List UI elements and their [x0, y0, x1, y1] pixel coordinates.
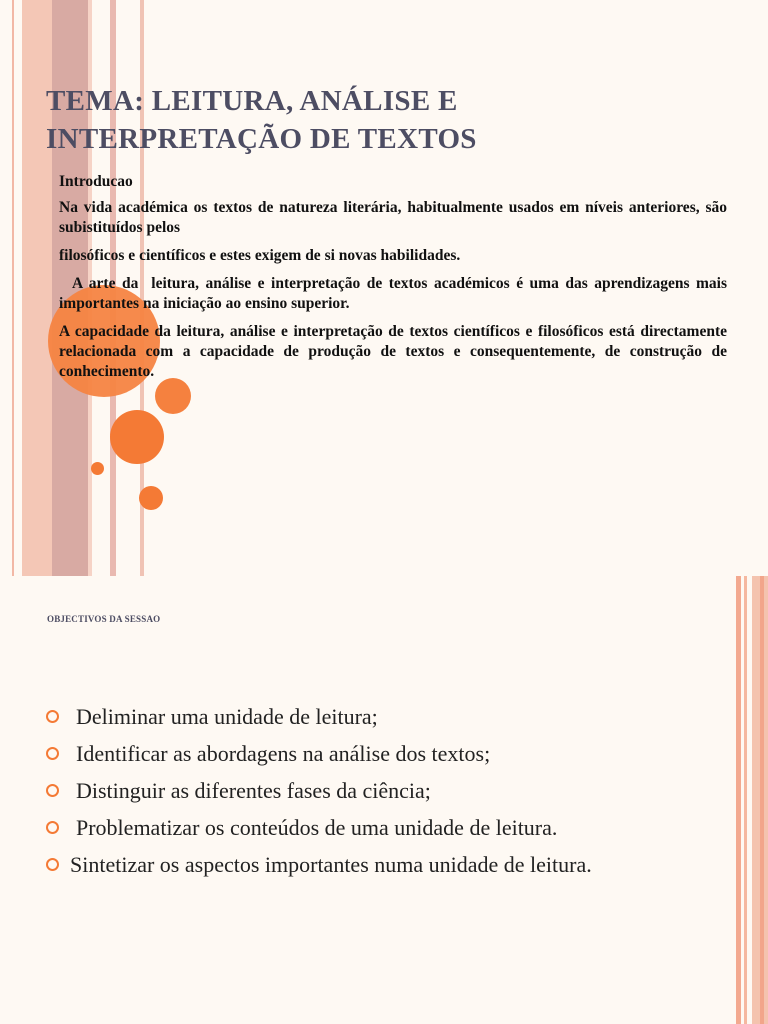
paragraph: A arte da leitura, análise e interpretação de textos académicos é uma das aprendizagens mais importantes na iniciação ao ensino superior. [59, 275, 731, 312]
list-item [46, 850, 726, 887]
section-heading: Introducao [59, 173, 133, 190]
paragraph: filosóficos e científicos e estes exigem de si novas habilidades. [59, 247, 461, 264]
list-item [46, 813, 726, 850]
list-item [46, 739, 726, 776]
slide-body [59, 172, 731, 388]
list-item-text: Deliminar uma unidade de leitura; [76, 704, 378, 729]
circle-bullet-icon [46, 821, 59, 834]
circle-bullet-icon [46, 710, 59, 723]
list-item [46, 776, 726, 813]
decorative-circle [91, 462, 104, 475]
list-item [46, 702, 726, 739]
decorative-stripe [12, 0, 14, 576]
circle-bullet-icon [46, 784, 59, 797]
slide-title: OBJECTIVOS DA SESSAO [47, 614, 161, 624]
decorative-stripe [744, 576, 747, 1024]
decorative-circle [139, 486, 163, 510]
slide-title: TEMA: LEITURA, ANÁLISE E INTERPRETAÇÃO DE TEXTOS [46, 85, 477, 155]
list-item-text: Identificar as abordagens na análise dos textos; [76, 741, 491, 766]
list-item-text: Sintetizar os aspectos importantes numa unidade de leitura. [70, 852, 592, 877]
objectives-list [46, 702, 726, 887]
paragraph: Na vida académica os textos de natureza literária, habitualmente usados em níveis anteriores, são subistituídos pelos [59, 199, 727, 236]
decorative-circle [110, 410, 164, 464]
list-item-text: Problematizar os conteúdos de uma unidade de leitura. [76, 815, 558, 840]
circle-bullet-icon [46, 747, 59, 760]
decorative-stripe [736, 576, 741, 1024]
circle-bullet-icon [46, 858, 59, 871]
list-item-text: Distinguir as diferentes fases da ciência; [76, 778, 431, 803]
slide-2 [0, 576, 768, 1024]
paragraph: A capacidade da leitura, análise e interpretação de textos científicos e filosóficos está directamente relacionada com a capacidade de produção de textos e consequentemente, de construção de conhecimento. [59, 323, 727, 380]
decorative-stripe [760, 576, 764, 1024]
